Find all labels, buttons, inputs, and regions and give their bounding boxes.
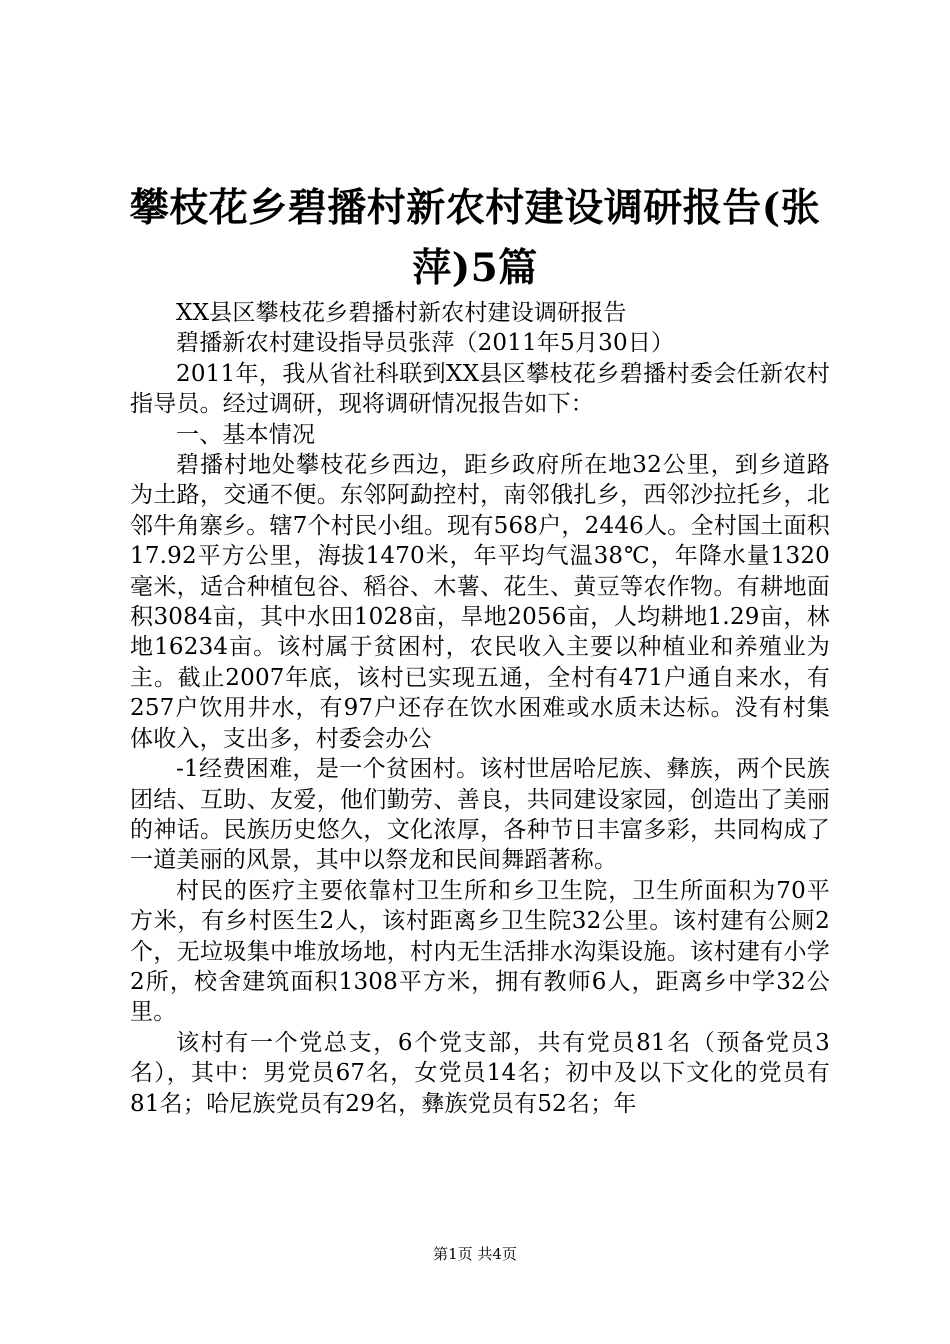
- paragraph-ethnic-culture: -1经费困难，是一个贫困村。该村世居哈尼族、彝族，两个民族团结、互助、友爱，他们勤劳、善良，共同建设家园，创造出了美丽的神话。民族历史悠久，文化浓厚，各种节日丰富多彩，共同构成了一道美丽的风景，其中以祭龙和民间舞蹈著称。: [130, 756, 830, 874]
- paragraph-village-overview: 碧播村地处攀枝花乡西边，距乡政府所在地32公里，到乡道路为土路，交通不便。东邻阿勐控村，南邻俄扎乡，西邻沙拉托乡，北邻牛角寨乡。辖7个村民小组。现有568户，2446人。全村国土面积17.92平方公里，海拔1470米，年平均气温38℃，年降水量1320毫米，适合种植包谷、稻谷、木薯、花生、黄豆等农作物。有耕地面积3084亩，其中水田1028亩，旱地2056亩，人均耕地1.29亩，林地16234亩。该村属于贫困村，农民收入主要以种植业和养殖业为主。截止2007年底，该村已实现五通，全村有471户通自来水，有257户饮用井水，有97户还存在饮水困难或水质未达标。没有村集体收入，支出多，村委会办公: [130, 452, 830, 752]
- paragraph-party-members: 该村有一个党总支，6个党支部，共有党员81名（预备党员3名），其中：男党员67名，女党员14名；初中及以下文化的党员有81名；哈尼族党员有29名，彝族党员有52名；年: [130, 1029, 830, 1117]
- paragraph-author-line: 碧播新农村建设指导员张萍（2011年5月30日）: [176, 330, 675, 357]
- document-title: 攀枝花乡碧播村新农村建设调研报告(张萍)5篇: [129, 185, 821, 291]
- section-heading-basic-info: 一、基本情况: [176, 421, 316, 448]
- page-footer: 第1页 共4页: [433, 1245, 517, 1263]
- paragraph-medical-education: 村民的医疗主要依靠村卫生所和乡卫生院，卫生所面积为70平方米，有乡村医生2人，该村距离乡卫生院32公里。该村建有公厕2个，无垃圾集中堆放场地，村内无生活排水沟渠设施。该村建有小学2所，校舍建筑面积1308平方米，拥有教师6人，距离乡中学32公里。: [130, 877, 830, 1026]
- paragraph-intro: 2011年，我从省社科联到XX县区攀枝花乡碧播村委会任新农村指导员。经过调研，现将调研情况报告如下：: [130, 360, 830, 418]
- paragraph-report-heading: XX县区攀枝花乡碧播村新农村建设调研报告: [176, 300, 627, 326]
- document-body: [130, 298, 830, 1119]
